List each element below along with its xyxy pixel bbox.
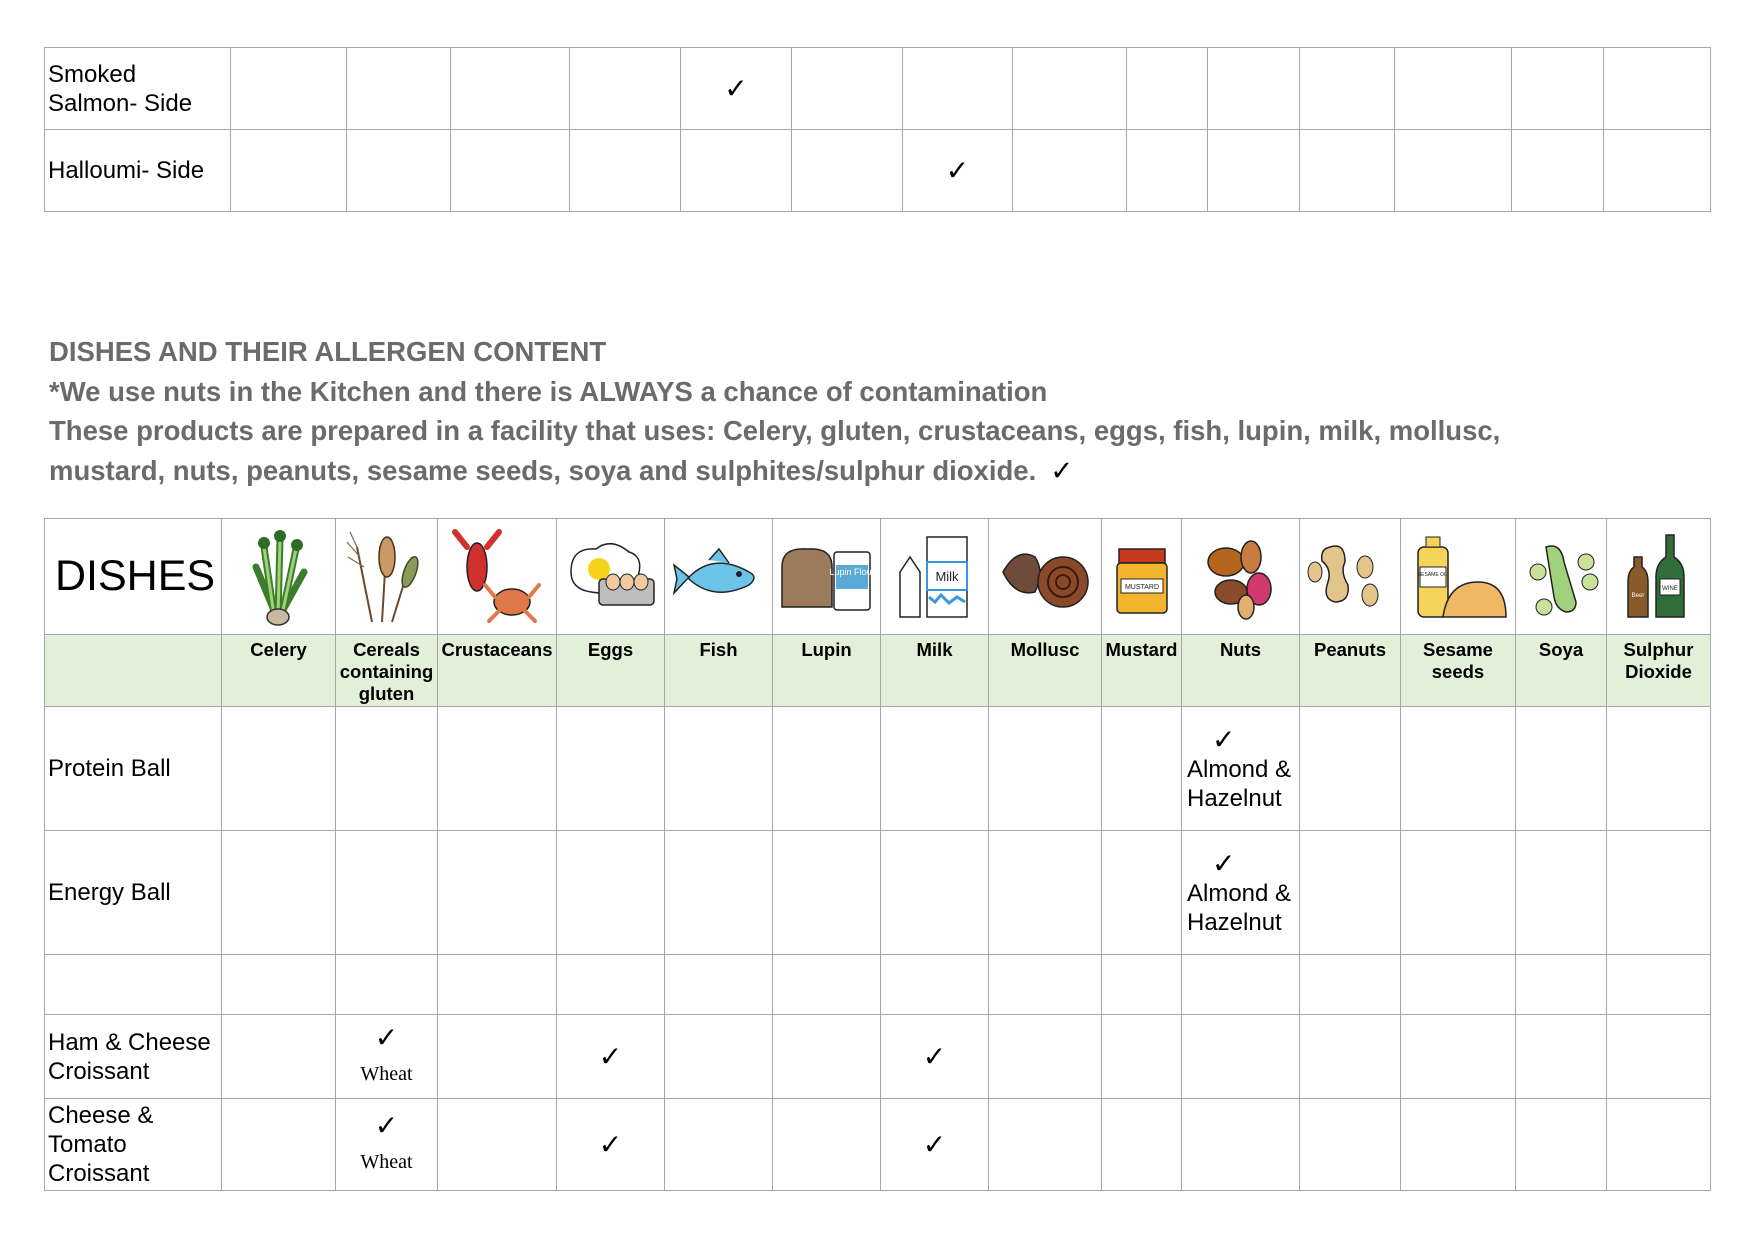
gluten-cell — [336, 1099, 438, 1191]
dish-name — [45, 955, 222, 1015]
table-row — [45, 831, 1711, 955]
gluten-type-note: Wheat — [360, 1062, 413, 1085]
dish-name: Cheese & Tomato Croissant — [45, 1099, 222, 1191]
milk-icon — [881, 519, 989, 635]
celery-icon — [222, 519, 336, 635]
nut-type-note: Almond & — [1187, 879, 1292, 907]
soya-icon — [1516, 519, 1607, 635]
svg-text:SESAME OIL: SESAME OIL — [1417, 571, 1449, 578]
allergen-heading — [49, 332, 1699, 490]
column-header-milk: Milk — [881, 635, 989, 707]
nuts-cell — [1182, 707, 1300, 831]
icon-row — [45, 519, 1711, 635]
nuts-cell — [1182, 831, 1300, 955]
column-header-celery: Celery — [222, 635, 336, 707]
svg-text:Lupin Flour: Lupin Flour — [828, 566, 875, 577]
check-mark: ✓ — [557, 1015, 665, 1099]
wine-beer-icon — [1607, 519, 1711, 635]
check-mark: ✓ — [1212, 847, 1236, 879]
column-header-soya: Soya — [1516, 635, 1607, 707]
table-row — [45, 707, 1711, 831]
check-mark: ✓ — [903, 130, 1013, 212]
lobster-crab-icon — [438, 519, 557, 635]
dish-name: Halloumi- Side — [45, 130, 231, 212]
table-row — [45, 1015, 1711, 1099]
column-header-lupin: Lupin — [773, 635, 881, 707]
svg-text:WINE: WINE — [1661, 585, 1678, 592]
sesame-icon — [1401, 519, 1516, 635]
check-mark: ✓ — [557, 1099, 665, 1191]
dish-name: Protein Ball — [45, 707, 222, 831]
check-mark: ✓ — [374, 1021, 399, 1053]
svg-text:Beer: Beer — [1631, 592, 1644, 599]
column-header-sesame: Sesame seeds — [1401, 635, 1516, 707]
table-row — [45, 130, 1711, 212]
top-allergen-table — [44, 47, 1711, 212]
dish-name: Energy Ball — [45, 831, 222, 955]
section-title: DISHES AND THEIR ALLERGEN CONTENT — [49, 336, 607, 367]
shells-icon — [989, 519, 1102, 635]
mustard-jar-icon — [1102, 519, 1182, 635]
dish-name: Smoked Salmon- Side — [45, 48, 231, 130]
table-row — [45, 1099, 1711, 1191]
column-header-nuts: Nuts — [1182, 635, 1300, 707]
column-header-eggs: Eggs — [557, 635, 665, 707]
wheat-icon — [336, 519, 438, 635]
check-mark: ✓ — [881, 1099, 989, 1191]
column-header-peanuts: Peanuts — [1300, 635, 1401, 707]
svg-text:Milk: Milk — [934, 568, 959, 584]
table-row — [45, 955, 1711, 1015]
peanuts-icon — [1300, 519, 1401, 635]
nut-type-note: Hazelnut — [1187, 784, 1282, 812]
table-row — [45, 48, 1711, 130]
allergen-header-row — [45, 635, 1711, 707]
nut-type-note: Hazelnut — [1187, 908, 1282, 936]
check-mark: ✓ — [374, 1109, 399, 1141]
column-header-fish: Fish — [665, 635, 773, 707]
nut-warning: *We use nuts in the Kitchen and there is ALWAYS a chance of contamination — [49, 375, 1048, 407]
facility-note-line-1: These products are prepared in a facility that uses: Celery, gluten, crustaceans, eggs, fish, lupin, milk, mollusc, — [49, 415, 1501, 446]
check-mark: ✓ — [881, 1015, 989, 1099]
gluten-type-note: Wheat — [360, 1150, 413, 1173]
check-mark: ✓ — [1050, 454, 1074, 486]
fish-icon — [665, 519, 773, 635]
column-header-sulphur: Sulphur Dioxide — [1607, 635, 1711, 707]
lupin-flour-icon — [773, 519, 881, 635]
gluten-cell — [336, 1015, 438, 1099]
column-header-mustard: Mustard — [1102, 635, 1182, 707]
column-header-mollusc: Mollusc — [989, 635, 1102, 707]
column-header-gluten: Cereals containing gluten — [336, 635, 438, 707]
nut-type-note: Almond & — [1187, 755, 1292, 783]
nuts-icon — [1182, 519, 1300, 635]
facility-note-line-2: mustard, nuts, peanuts, sesame seeds, soya and sulphites/sulphur dioxide. — [49, 454, 1037, 486]
svg-text:MUSTARD: MUSTARD — [1124, 583, 1159, 591]
column-header-crustaceans: Crustaceans — [438, 635, 557, 707]
eggs-icon — [557, 519, 665, 635]
dish-name: Ham & Cheese Croissant — [45, 1015, 222, 1099]
dishes-title: DISHES — [45, 519, 222, 635]
check-mark: ✓ — [1212, 723, 1236, 755]
check-mark: ✓ — [681, 48, 792, 130]
allergen-table — [44, 518, 1711, 1191]
